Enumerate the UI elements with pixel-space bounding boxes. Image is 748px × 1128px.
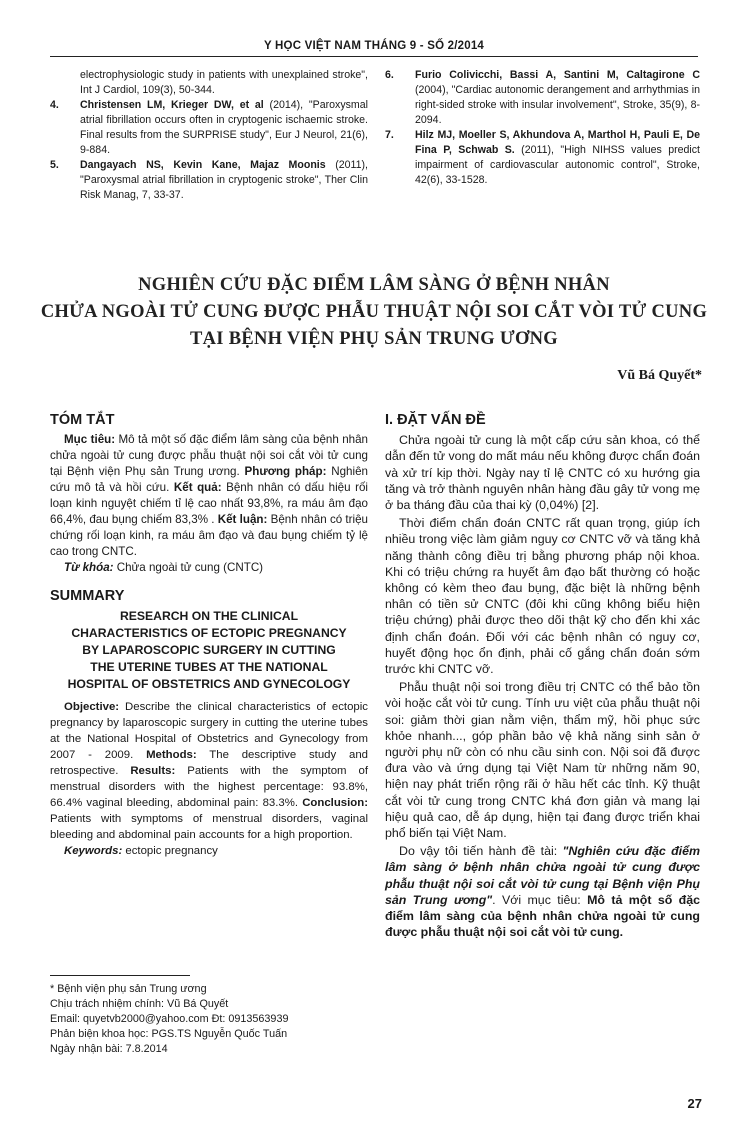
result-label: Kết quả:	[173, 481, 222, 494]
abstract-en-title-line: THE UTERINE TUBES AT THE NATIONAL	[90, 660, 328, 674]
reference-text: (2011), "Paroxysmal atrial fibrillation in cryptogenic stroke", Ther Clin Risk Manag, 7, 33-37.	[80, 159, 368, 201]
reference-number: 7.	[385, 129, 394, 141]
introduction-paragraph: Phẫu thuật nội soi trong điều trị CNTC có thể bảo tồn vòi hoặc cắt vòi tử cung. Tính ưu việt của phẫu thuật nội soi: giảm thời gian nằm viện, thẩm mỹ, hồi phục sức khỏe nhanh..., góp phần bảo vệ khả năng sinh sản ở người phụ nữ còn có nhu cầu sinh con. Nội soi đã được đưa vào và ứng dụng tại Việt Nam từ những năm 90, hiện nay phát triển rộng rãi ở hầu hết các tỉnh. Kỹ thuật cắt vòi tử cung trong CNTC khá đơn giản và mang lại hiệu quả cao, dễ áp dụng, hiện tại đang được triển khai phổ biến tại Việt Nam.	[385, 680, 700, 841]
reference-item	[50, 68, 368, 98]
result-text: Bệnh nhân có dấu hiệu rối loạn kinh nguyệt chiếm tỉ lệ cao nhất 93,8%, ra máu âm đạo 66,4%, đau bụng chiếm 83,3% .	[50, 481, 368, 526]
keywords-label: Từ khóa:	[64, 561, 114, 574]
reference-item	[50, 98, 368, 158]
reference-item	[385, 128, 700, 188]
conclusion-text: Patients with symptoms of menstrual disorders, vaginal bleeding and abdominal pain accounts for a high proportion.	[50, 813, 368, 841]
study-title: "Nghiên cứu đặc điểm lâm sàng ở bệnh nhân chửa ngoài tử cung được phẫu thuật nội soi cắt vòi tử cung tại Bệnh viện Phụ sản Trung ương"	[385, 844, 700, 907]
abstract-en-title-line: HOSPITAL OF OBSTETRICS AND GYNECOLOGY	[67, 677, 351, 691]
footnote-line: * Bệnh viện phụ sản Trung ương	[50, 983, 207, 995]
running-header: Y HỌC VIỆT NAM THÁNG 9 - SỐ 2/2014	[50, 40, 698, 57]
abstract-vi-keywords	[50, 560, 368, 576]
method-text: Nghiên cứu mô tả và hồi cứu.	[50, 465, 368, 494]
page-number: 27	[687, 1096, 702, 1111]
objective-text: Describe the clinical characteristics of ectopic pregnancy by laparoscopic surgery in cutting the uterine tubes at the National Hospital of Obstetrics and Gynecology from 2007 - 2009.	[50, 701, 368, 761]
abstract-vi-heading: TÓM TẮT	[50, 412, 115, 428]
reference-text: electrophysiologic study in patients with unexplained stroke", Int J Cardiol, 109(3), 50-344.	[80, 69, 368, 96]
reference-number: 5.	[50, 159, 59, 171]
footnote-line: Phản biện khoa học: PGS.TS Nguyễn Quốc Tuấn	[50, 1028, 288, 1040]
reference-number: 4.	[50, 99, 59, 111]
objective-label: Objective:	[64, 701, 120, 713]
abstract-en-keywords	[50, 843, 368, 859]
abstract-en-title-line: CHARACTERISTICS OF ECTOPIC PREGNANCY	[71, 626, 347, 640]
article-title-line: CHỬA NGOÀI TỬ CUNG ĐƯỢC PHẪU THUẬT NỘI SOI CẮT VÒI TỬ CUNG	[40, 302, 708, 322]
abstract-en-title-line: BY LAPAROSCOPIC SURGERY IN CUTTING	[82, 643, 336, 657]
abstract-en-heading: SUMMARY	[50, 588, 125, 604]
introduction-paragraph: Chửa ngoài tử cung là một cấp cứu sản khoa, có thể dẫn đến tử vong do mất máu nếu không được chẩn đoán và xử trí kịp thời. Ngày nay tỉ lệ CNTC có xu hướng gia tăng và trở thành nguyên nhân hàng đầu gây tử vong mẹ ở ba tháng đầu của thai kỳ (0,04%) [2].	[385, 433, 700, 513]
footnote-line: Chịu trách nhiệm chính: Vũ Bá Quyết	[50, 998, 229, 1010]
method-label: Methods:	[146, 749, 197, 761]
abstract-en-body	[50, 699, 368, 843]
abstract-column	[50, 412, 368, 859]
article-title	[30, 272, 718, 353]
method-text: The descriptive study and retrospective.	[50, 749, 368, 777]
study-objective: Mô tả một số đặc điểm lâm sàng của bệnh nhân chửa ngoài tử cung được phẫu thuật nội soi cắt vòi tử cung.	[385, 892, 701, 940]
footnote-divider	[50, 975, 190, 976]
introduction-section	[385, 412, 700, 943]
reference-item	[385, 68, 700, 128]
footnotes	[50, 975, 368, 1057]
conclusion-label: Conclusion:	[302, 797, 368, 809]
reference-item	[50, 158, 368, 203]
result-label: Results:	[130, 765, 176, 777]
article-author: Vũ Bá Quyết*	[617, 368, 702, 383]
reference-text: (2014), "Paroxysmal atrial fibrillation occurs often in cryptogenic ischaemic stroke. Final results from the SURPRISE study", Eur J Neurol, 21(6), 9-884.	[80, 99, 368, 156]
article-title-line: NGHIÊN CỨU ĐẶC ĐIỂM LÂM SÀNG Ở BỆNH NHÂN	[138, 275, 610, 295]
reference-authors: Hilz MJ, Moeller S, Akhundova A, Marthol H, Pauli E, De Fina P, Schwab S.	[415, 129, 700, 156]
abstract-vi-body	[50, 432, 368, 560]
reference-text: (2011), "High NIHSS values predict impairment of cardiovascular autonomic control", Stroke, 42(6), 33-1528.	[415, 144, 701, 186]
objective-label: Mục tiêu:	[64, 433, 116, 446]
article-title-line: TẠI BỆNH VIỆN PHỤ SẢN TRUNG ƯƠNG	[189, 329, 558, 349]
references-left	[50, 68, 368, 203]
reference-text: (2004), "Cardiac autonomic derangement and arrhythmias in right-sided stroke with insular involvement", Stroke, 35(9), 8-2094.	[415, 84, 700, 126]
reference-authors: Dangayach NS, Kevin Kane, Majaz Moonis	[80, 159, 326, 171]
abstract-en-title	[50, 608, 368, 693]
conclusion-label: Kết luận:	[217, 513, 268, 526]
introduction-heading: I. ĐẶT VẤN ĐỀ	[385, 412, 486, 428]
reference-authors: Furio Colivicchi, Bassi A, Santini M, Caltagirone C	[415, 69, 700, 81]
references-right	[385, 68, 700, 188]
objective-text: Mô tả một số đặc điểm lâm sàng của bệnh nhân chửa ngoài tử cung được phẫu thuật nội soi cắt vòi tử cung tại Bệnh viện Phụ sản Trung ương.	[50, 433, 368, 478]
keywords-text: ectopic pregnancy	[122, 845, 218, 857]
reference-authors: Christensen LM, Krieger DW, et al	[80, 99, 264, 111]
intro-text: Do vậy tôi tiến hành đề tài:	[399, 844, 563, 859]
footnote-line: Email: quyetvb2000@yahoo.com Đt: 0913563939	[50, 1013, 289, 1025]
conclusion-text: Bệnh nhân có triệu chứng rối loạn kinh, ra máu âm đạo và đau bụng chiếm tỷ lệ cao trong CNTC.	[50, 513, 368, 558]
intro-text: . Với mục tiêu:	[492, 892, 588, 907]
introduction-paragraph	[385, 843, 700, 940]
method-label: Phương pháp:	[244, 465, 327, 478]
keywords-label: Keywords:	[64, 845, 123, 857]
result-text: Patients with the symptom of menstrual disorders with the highest percentage: 93.8%, 66.4% vaginal bleeding, abdominal pain: 83.3%.	[50, 765, 368, 809]
footnote-line: Ngày nhận bài: 7.8.2014	[50, 1043, 168, 1055]
introduction-paragraph: Thời điểm chẩn đoán CNTC rất quan trọng, giúp ích nhiều trong việc làm giảm nguy cơ CNTC vỡ và tăng khả năng thành công điều trị bằng phương pháp nội khoa. Khi có triệu chứng ra huyết âm đạo bất thường có hoặc không có kèm theo đau bụng, đặc biệt là những bệnh nhân có tiền sử CNTC (đôi khi cũng không biểu hiện triệu chứng) phải được theo dõi thật kỹ cho đến khi xác định chẩn đoán. Đối với các bệnh nhân có nguy cơ, huyết động học ổn định, phải cố gắng chẩn đoán sớm trước khi CNTC vỡ.	[385, 516, 700, 677]
reference-number: 6.	[385, 69, 394, 81]
keywords-text: Chửa ngoài tử cung (CNTC)	[113, 561, 264, 574]
abstract-en-title-line: RESEARCH ON THE CLINICAL	[119, 609, 299, 623]
